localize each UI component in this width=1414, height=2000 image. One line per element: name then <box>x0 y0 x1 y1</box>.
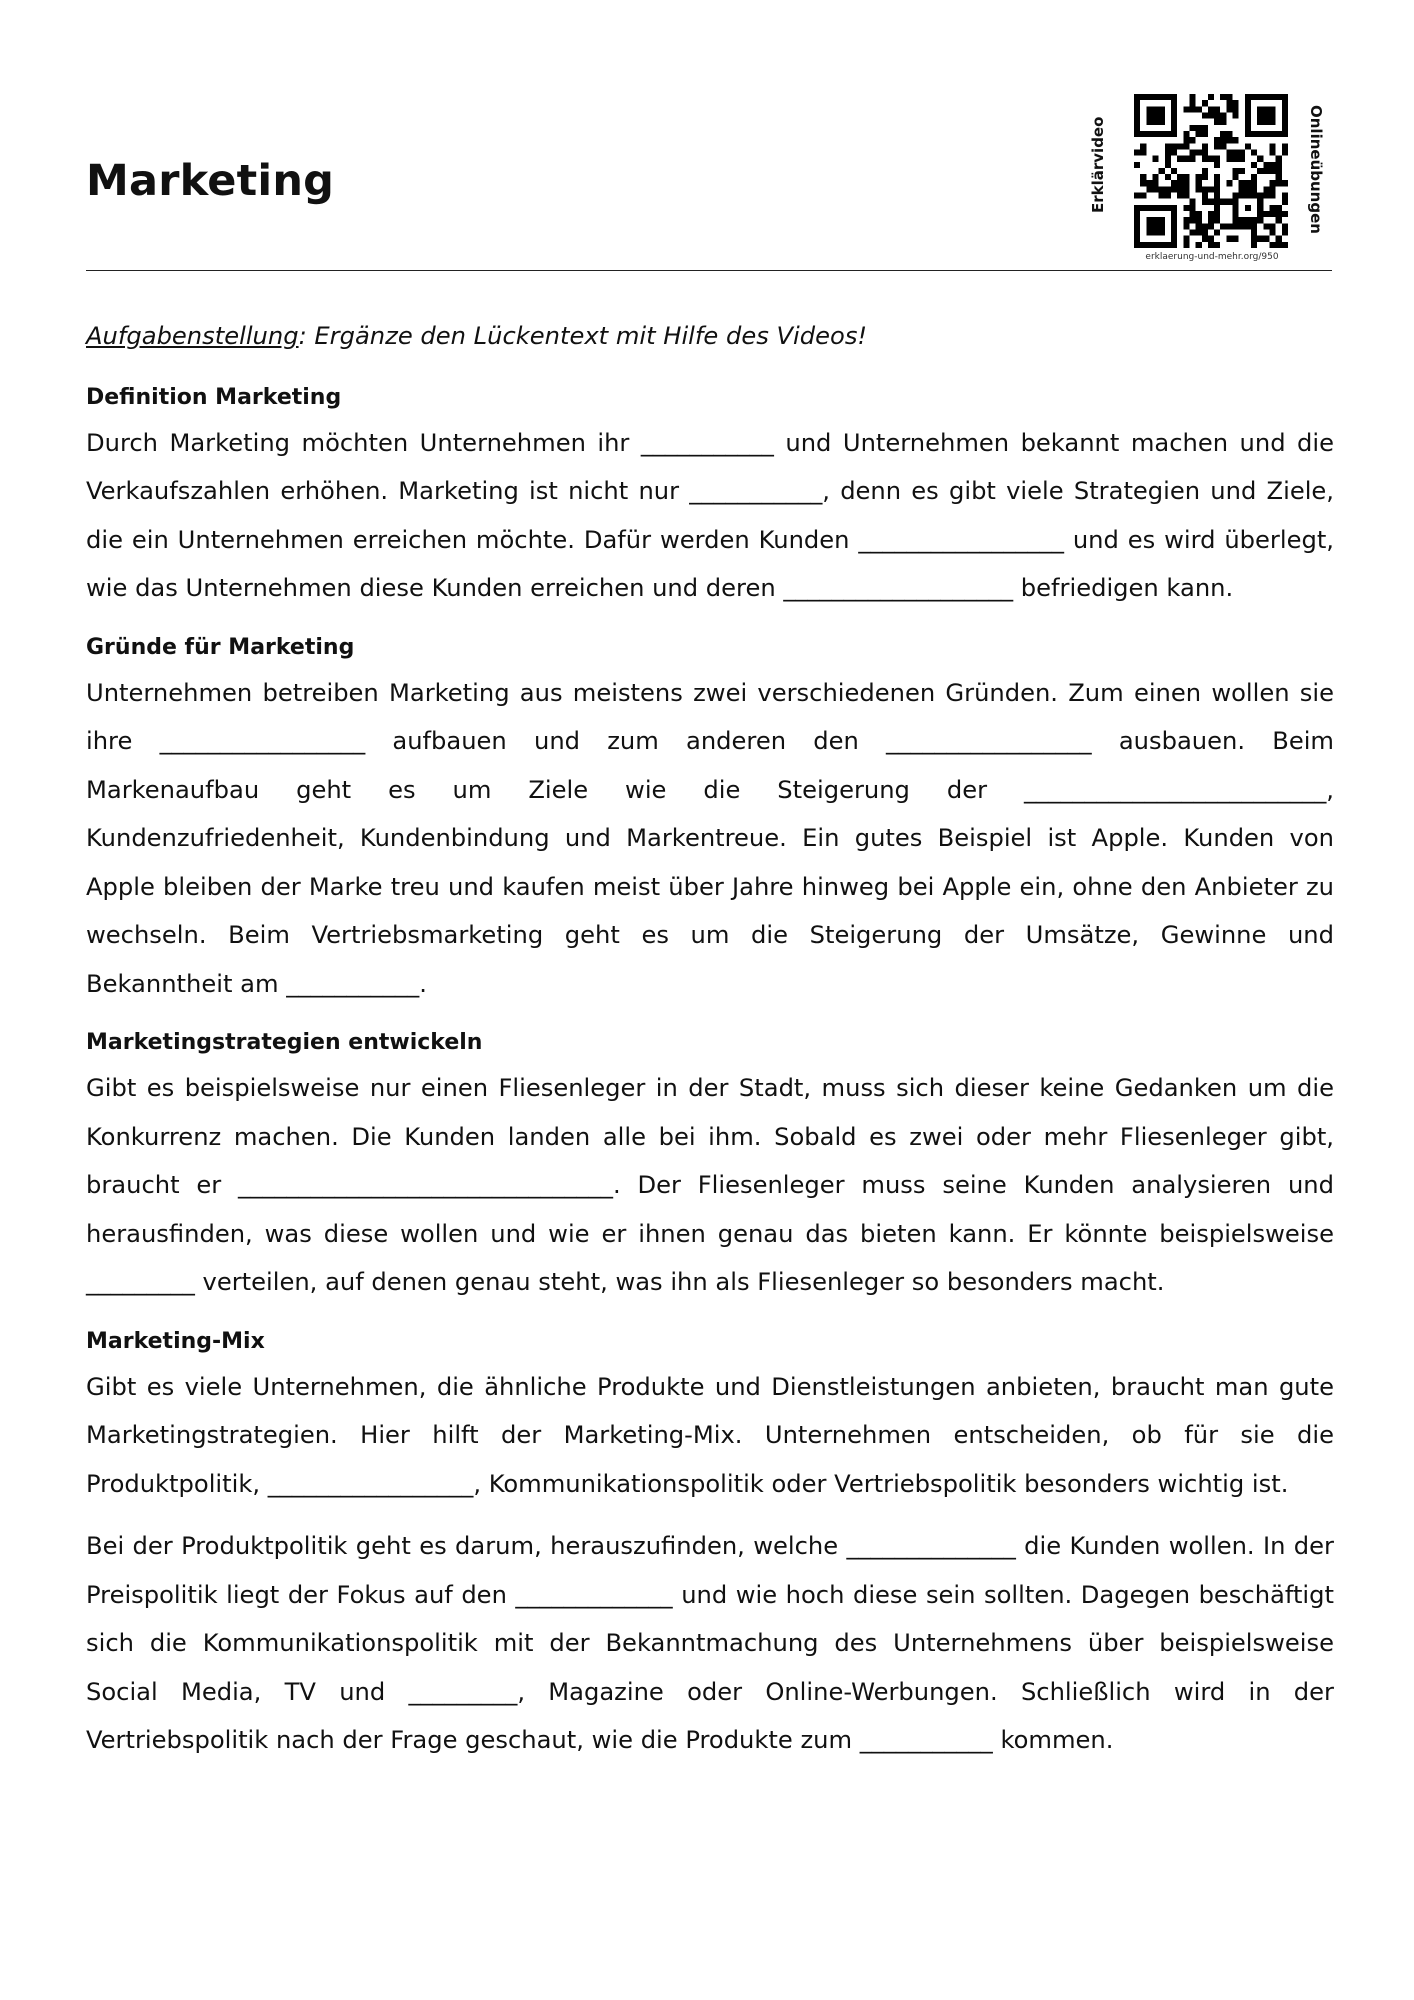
task-label: Aufgabenstellung <box>86 322 299 350</box>
section-heading: Gründe für Marketing <box>86 634 355 660</box>
section-marketing-mix <box>86 1321 1334 1765</box>
section-heading: Marketingstrategien entwickeln <box>86 1030 483 1055</box>
page-title: Marketing <box>86 156 335 206</box>
worksheet-content <box>86 312 1334 1779</box>
section-paragraph: Durch Marketing möchten Unternehmen ihr ___________ und Unternehmen bekannt machen und die Verkaufszahlen erhöhen. Marketing ist nicht nur ___________, denn es gibt viele Strategien und Ziele, die ein Unternehmen erreichen möchte. Dafür werden Kunden _________________ und es wird überlegt, wie das Unternehmen diese Kunden erreichen und deren ___________________ befriedigen kann. <box>86 428 1334 602</box>
section-heading: Definition Marketing <box>86 384 342 410</box>
qr-label-explainer-video: Erklärvideo <box>1089 116 1107 214</box>
header-divider <box>86 270 1332 271</box>
section-heading: Marketing-Mix <box>86 1328 265 1354</box>
section-paragraph: Unternehmen betreiben Marketing aus meistens zwei verschiedenen Gründen. Zum einen wollen sie ihre _________________ aufbauen und zum anderen den _________________ ausbauen. Beim Markenaufbau geht es um Ziele wie die Steigerung der _________________________, Kundenzufriedenheit, Kundenbindung und Markentreue. Ein gutes Beispiel ist Apple. Kunden von Apple bleiben der Marke treu und kaufen meist über Jahre hinweg bei Apple ein, ohne den Anbieter zu wechseln. Beim Vertriebsmarketing geht es um die Steigerung der Umsätze, Gewinne und Bekanntheit am ___________. <box>86 678 1334 998</box>
section-paragraph: Bei der Produktpolitik geht es darum, herauszufinden, welche ______________ die Kunden wollen. In der Preispolitik liegt der Fokus auf den _____________ und wie hoch diese sein sollten. Dagegen beschäftigt sich die Kommunikationspolitik mit der Bekanntmachung des Unternehmens über beispielsweise Social Media, TV und _________, Magazine oder Online-Werbungen. Schließlich wird in der Vertriebspolitik nach der Frage geschaut, wie die Produkte zum ___________ kommen. <box>86 1532 1334 1754</box>
qr-code-icon[interactable] <box>1134 94 1288 248</box>
task-text: : Ergänze den Lückentext mit Hilfe des Videos! <box>298 322 868 350</box>
section-gruende-fuer-marketing <box>86 627 1334 1009</box>
section-paragraph: Gibt es viele Unternehmen, die ähnliche Produkte und Dienstleistungen anbieten, braucht man gute Marketingstrategien. Hier hilft der Marketing-Mix. Unternehmen entscheiden, ob für sie die Produktpolitik, _________________, Kommunikationspolitik oder Vertriebspolitik besonders wichtig ist. <box>86 1372 1334 1498</box>
section-definition-marketing <box>86 377 1334 613</box>
task-instruction <box>86 312 1334 361</box>
section-marketingstrategien <box>86 1022 1334 1307</box>
qr-label-online-exercises: Onlineübungen <box>1307 104 1325 234</box>
qr-url: erklaerung-und-mehr.org/950 <box>1145 252 1279 262</box>
section-paragraph: Gibt es beispielsweise nur einen Fliesenleger in der Stadt, muss sich dieser keine Gedanken um die Konkurrenz machen. Die Kunden landen alle bei ihm. Sobald es zwei oder mehr Fliesenleger gibt, braucht er _______________________________. Der Fliesenleger muss seine Kunden analysieren und herausfinden, was diese wollen und wie er ihnen genau das bieten kann. Er könnte beispielsweise _________ verteilen, auf denen genau steht, was ihn als Fliesenleger so besonders macht. <box>86 1074 1334 1296</box>
header <box>86 88 1332 268</box>
